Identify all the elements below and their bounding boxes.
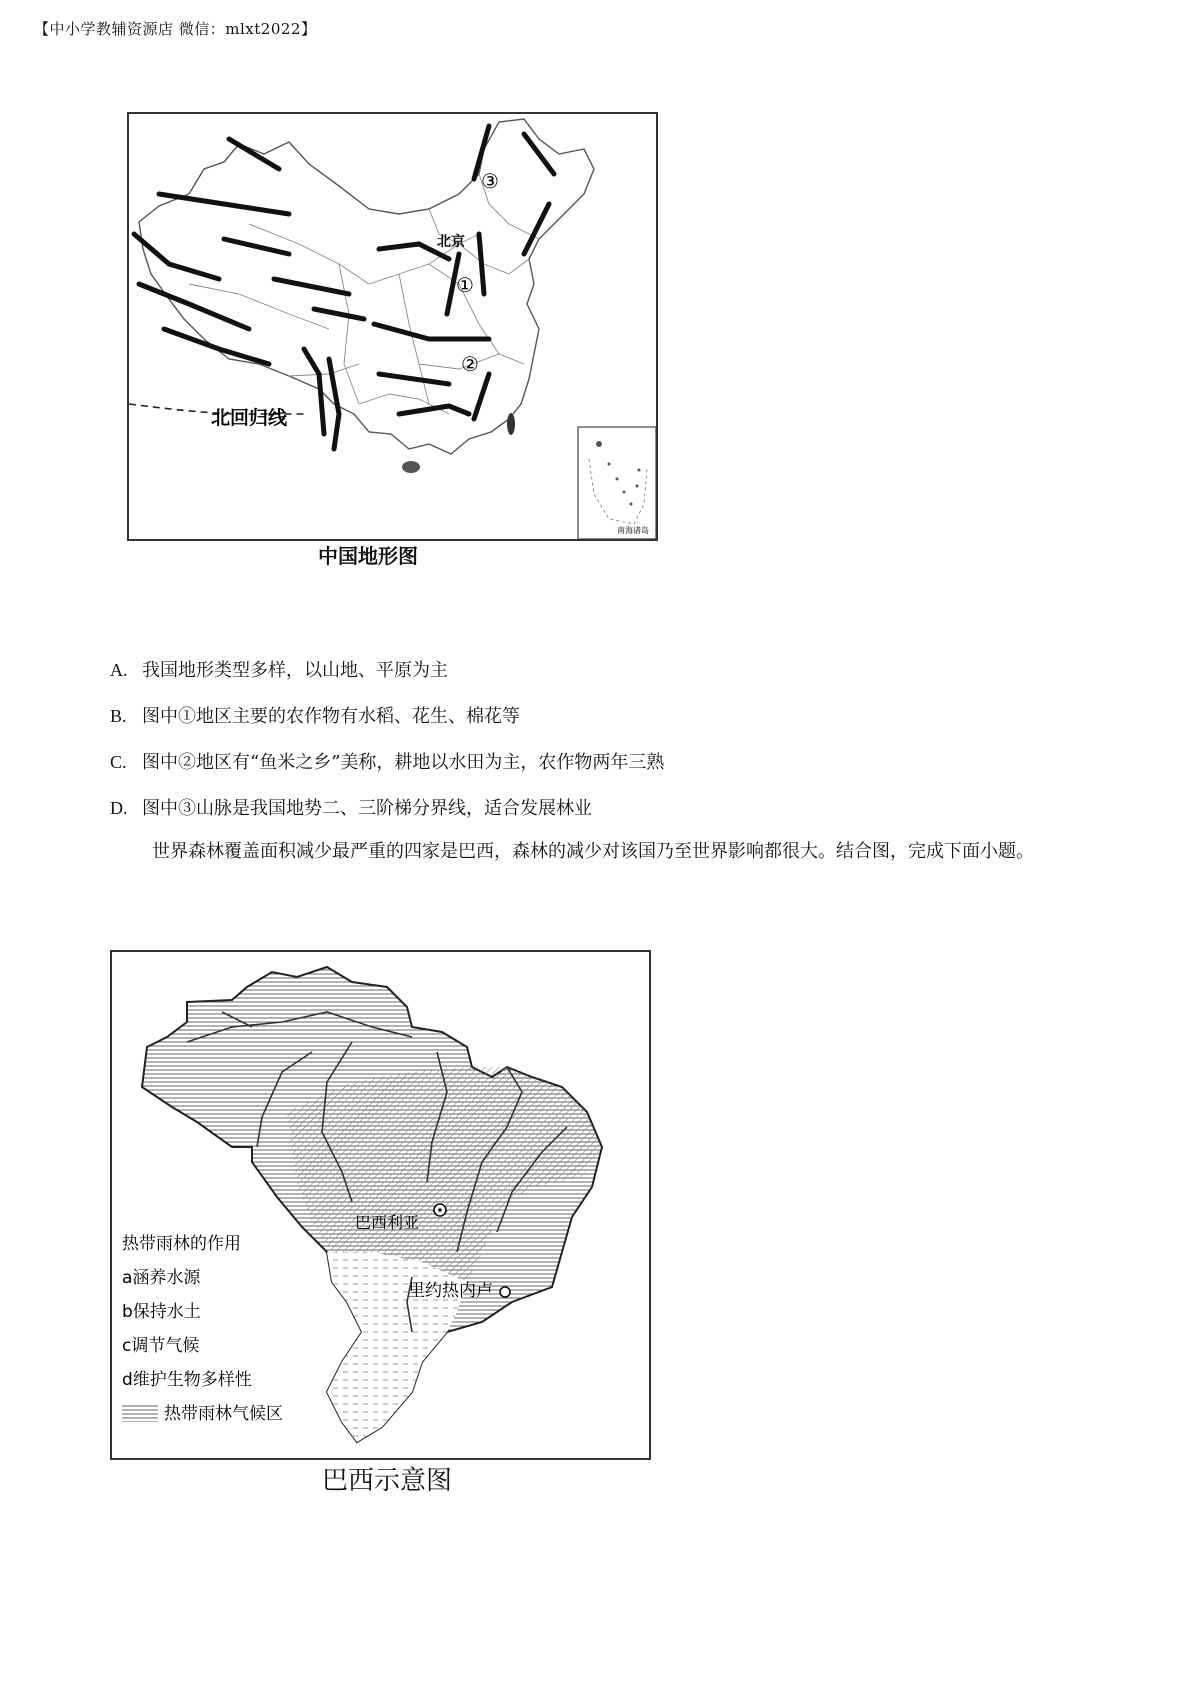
- china-map-drawing: [129, 114, 656, 539]
- marker-1-label: ①: [456, 273, 474, 297]
- legend-title: 热带雨林的作用: [122, 1234, 241, 1254]
- option-a[interactable]: [110, 656, 448, 682]
- taiwan-island: [507, 413, 515, 435]
- tropic-label: 北回归线: [211, 407, 288, 429]
- legend-item-a: a涵养水源: [122, 1268, 201, 1288]
- legend-item-b: b保持水土: [122, 1302, 201, 1322]
- marker-2-label: ②: [461, 352, 479, 376]
- option-b-text: 图中①地区主要的农作物有水稻、花生、棉花等: [142, 706, 520, 727]
- china-outline: [139, 119, 594, 454]
- rio-label: 里约热内卢: [408, 1281, 493, 1301]
- option-d[interactable]: [110, 794, 592, 820]
- china-map-caption: 中国地形图: [318, 544, 418, 568]
- option-c[interactable]: [110, 748, 664, 774]
- legend-hatch-swatch: [122, 1404, 158, 1422]
- brasilia-label: 巴西利亚: [355, 1213, 420, 1232]
- legend-key-label: 热带雨林气候区: [164, 1404, 283, 1424]
- option-d-text: 图中③山脉是我国地势二、三阶梯分界线，适合发展林业: [142, 798, 592, 819]
- option-c-letter: C.: [110, 752, 127, 772]
- option-a-text: 我国地形类型多样，以山地、平原为主: [142, 660, 448, 681]
- inset-label: 南海诸岛: [617, 526, 649, 535]
- hainan-island: [402, 461, 420, 473]
- china-topographic-map: [127, 112, 658, 541]
- question-paragraph: 世界森林覆盖面积减少最严重的四家是巴西，森林的减少对该国乃至世界影响都很大。结合图，完成下面小题。: [152, 841, 1034, 862]
- option-d-letter: D.: [110, 798, 128, 818]
- brazil-map-caption: 巴西示意图: [322, 1466, 453, 1496]
- rio-symbol: [500, 1287, 510, 1297]
- south-china-sea-inset: [578, 427, 656, 539]
- option-c-text: 图中②地区有“鱼米之乡”美称，耕地以水田为主，农作物两年三熟: [142, 752, 665, 773]
- option-a-letter: A.: [110, 660, 128, 680]
- option-b-letter: B.: [110, 706, 127, 726]
- option-b[interactable]: [110, 702, 520, 728]
- watermark-header: 【中小学教辅资源店 微信：mlxt2022】: [34, 20, 317, 38]
- beijing-label: 北京: [437, 234, 465, 250]
- legend-item-c: c调节气候: [122, 1336, 200, 1356]
- brasilia-dot: [438, 1208, 442, 1212]
- marker-3-label: ③: [481, 169, 499, 193]
- brazil-map-drawing: [112, 952, 649, 1458]
- legend-item-d: d维护生物多样性: [122, 1370, 252, 1390]
- brazil-map: [110, 950, 651, 1460]
